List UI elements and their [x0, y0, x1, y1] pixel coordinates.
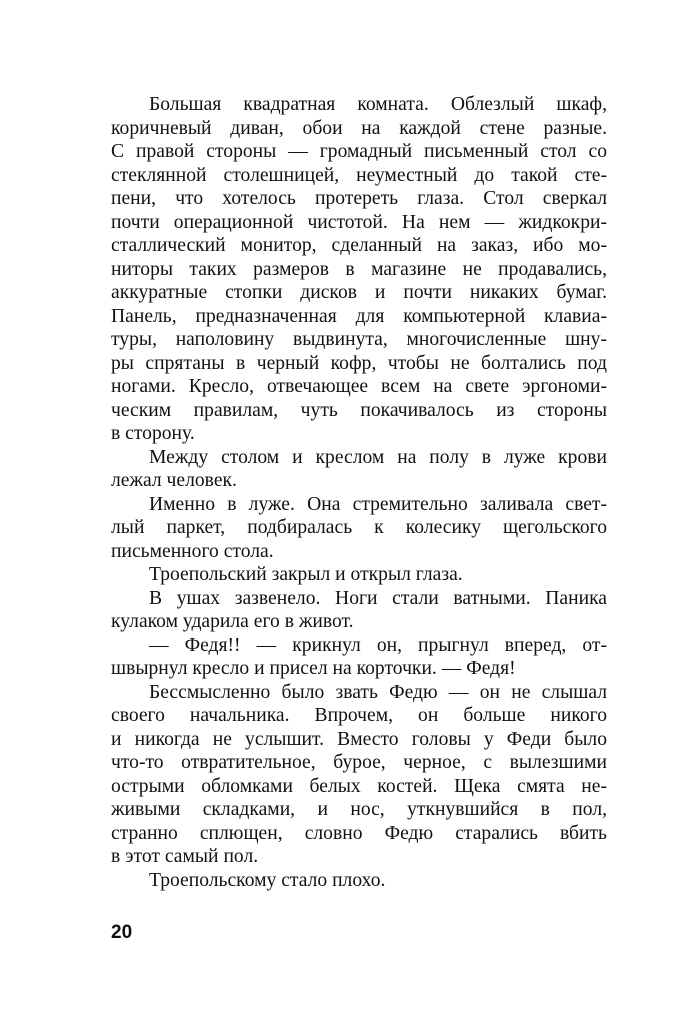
- text-line: стеклянной столешницей, неуместный до такой сте-: [111, 164, 607, 186]
- text-line: в сторону.: [111, 423, 195, 444]
- paragraph: [111, 446, 607, 493]
- text-line: С правой стороны — громадный письменный стол со: [111, 141, 607, 162]
- text-line: письменного стола.: [111, 540, 274, 562]
- text-line: своего начальника. Впрочем, он больше никого: [111, 705, 607, 726]
- text-line: Панель, предназначенная для компьютерной клавиа-: [111, 305, 607, 327]
- text-line: туры, наполовину выдвинута, многочисленные шну-: [111, 329, 607, 350]
- text-line: В ушах зазвенело. Ноги стали ватными. Паника: [149, 587, 607, 609]
- text-line: лый паркет, подбиралась к колесику щегольского: [111, 517, 607, 538]
- text-line: живыми складками, и нос, уткнувшийся в пол,: [111, 799, 607, 820]
- text-line: странно сплющен, словно Федю старались вбить: [111, 822, 607, 844]
- paragraph: [111, 869, 607, 893]
- page-number: 20: [111, 922, 133, 943]
- text-line: Между столом и креслом на полу в луже крови: [149, 446, 607, 468]
- text-line: пени, что хотелось протереть глаза. Стол сверкал: [111, 188, 607, 209]
- text-line: Троепольскому стало плохо.: [149, 869, 386, 891]
- body-text: [111, 93, 607, 892]
- text-line: лежал человек.: [111, 470, 237, 491]
- paragraph: [111, 563, 607, 587]
- text-line: ниторы таких размеров в магазине не продавались,: [111, 258, 607, 280]
- text-line: Именно в луже. Она стремительно заливала свет-: [149, 493, 607, 515]
- text-line: коричневый диван, обои на каждой стене разные.: [111, 117, 607, 139]
- paragraph: [111, 634, 607, 681]
- text-line: ческим правилам, чуть покачивалось из стороны: [111, 399, 607, 421]
- text-line: швырнул кресло и присел на корточки. — Федя!: [111, 658, 516, 679]
- paragraph: [111, 93, 607, 446]
- text-line: острыми обломками белых костей. Щека смята не-: [111, 775, 607, 797]
- paragraph: [111, 681, 607, 869]
- text-line: сталлический монитор, сделанный на заказ, ибо мо-: [111, 235, 607, 256]
- text-line: — Федя!! — крикнул он, прыгнул вперед, от-: [149, 634, 607, 656]
- text-line: что-то отвратительное, бурое, черное, с вылезшими: [111, 752, 607, 773]
- paragraph: [111, 587, 607, 634]
- paragraph: [111, 493, 607, 564]
- text-line: аккуратные стопки дисков и почти никаких бумаг.: [111, 282, 607, 303]
- text-line: кулаком ударила его в живот.: [111, 611, 354, 632]
- text-line: Большая квадратная комната. Облезлый шкаф,: [149, 94, 607, 115]
- text-line: ры спрятаны в черный кофр, чтобы не болтались под: [111, 352, 607, 374]
- text-line: и никогда не услышит. Вместо головы у Феди было: [111, 728, 607, 750]
- text-line: в этот самый пол.: [111, 846, 259, 867]
- text-line: ногами. Кресло, отвечающее всем на свете эргономи-: [111, 376, 607, 397]
- text-line: почти операционной чистотой. На нем — жидкокри-: [111, 211, 607, 233]
- text-line: Бессмысленно было звать Федю — он не слышал: [149, 681, 607, 703]
- text-line: Троепольский закрыл и открыл глаза.: [149, 564, 463, 585]
